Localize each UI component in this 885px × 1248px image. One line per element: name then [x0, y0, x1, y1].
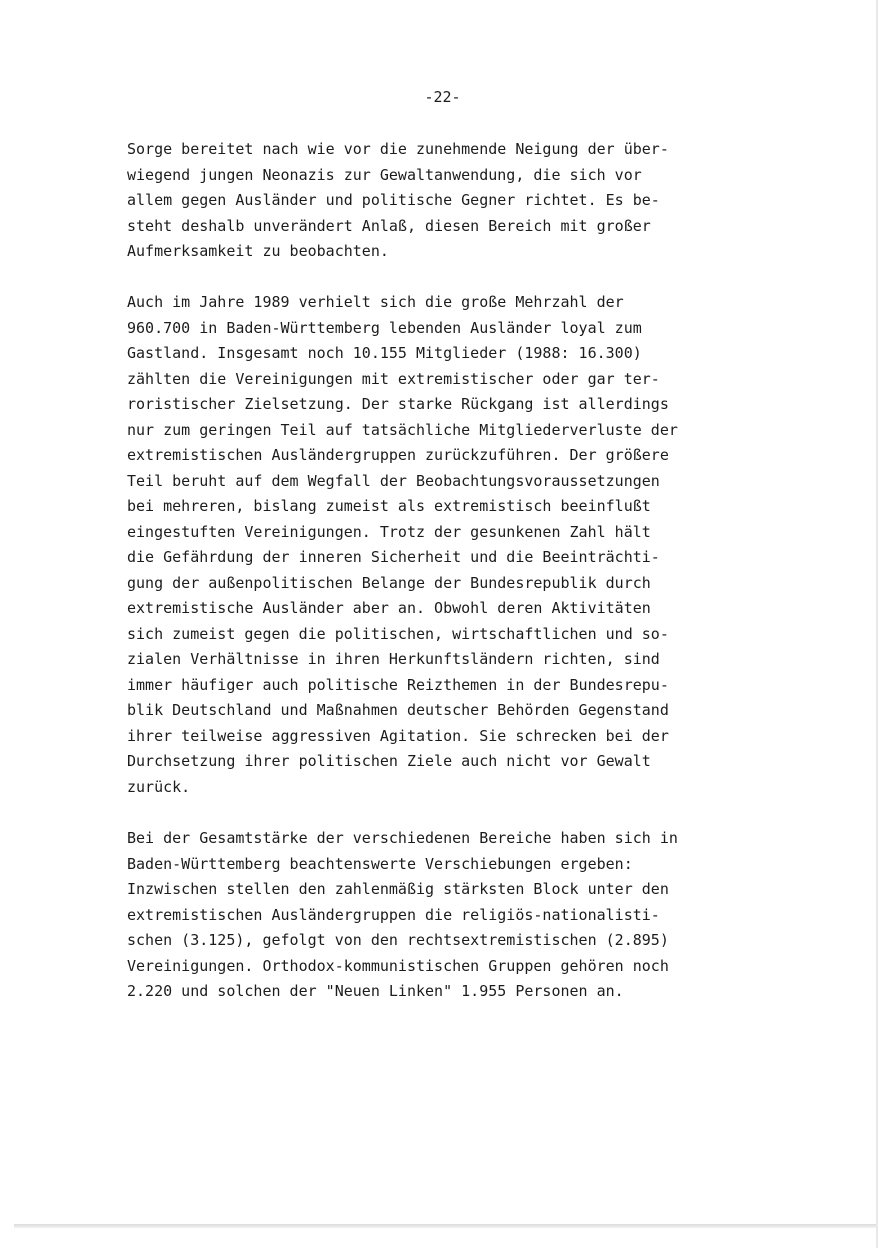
text-line: wiegend jungen Neonazis zur Gewaltanwendung, die sich vor [127, 165, 642, 184]
text-line: immer häufiger auch politische Reizthemen in der Bundesrepu- [127, 675, 669, 694]
text-line: schen (3.125), gefolgt von den rechtsextremistischen (2.895) [127, 931, 669, 949]
text-line: 2.220 und solchen der "Neuen Linken" 1.955 Personen an. [127, 982, 624, 1000]
paragraph-foreign-extremists [127, 290, 787, 800]
text-line: extremistischen Ausländergruppen zurückzuführen. Der größere [127, 446, 669, 464]
text-line: die Gefährdung der inneren Sicherheit und die Beeinträchti- [127, 548, 660, 566]
text-line: zialen Verhältnisse in ihren Herkunftsländern richten, sind [127, 650, 660, 668]
text-line: Bei der Gesamtstärke der verschiedenen Bereiche haben sich in [127, 829, 678, 847]
text-line: sich zumeist gegen die politischen, wirtschaftlichen und so- [127, 624, 669, 643]
text-line: ihrer teilweise aggressiven Agitation. Sie schrecken bei der [127, 726, 669, 745]
text-line: extremistischen Ausländergruppen die religiös-nationalisti- [127, 905, 660, 924]
text-line: blik Deutschland und Maßnahmen deutscher Behörden Gegenstand [127, 701, 669, 719]
text-line: gung der außenpolitischen Belange der Bundesrepublik durch [127, 573, 651, 592]
text-line: Durchsetzung ihrer politischen Ziele auch nicht vor Gewalt [127, 752, 651, 770]
text-line: bei mehreren, bislang zumeist als extremistisch beeinflußt [127, 497, 651, 515]
paragraph-neonazi-violence [127, 137, 787, 265]
page-number: -22- [424, 88, 461, 106]
text-line: eingestuften Vereinigungen. Trotz der gesunkenen Zahl hält [127, 522, 651, 541]
text-line: steht deshalb unverändert Anlaß, diesen Bereich mit großer [127, 216, 651, 235]
text-line: zurück. [127, 777, 191, 796]
text-line: allem gegen Ausländer und politische Gegner richtet. Es be- [127, 191, 660, 209]
text-line: Sorge bereitet nach wie vor die zunehmende Neigung der über- [127, 140, 669, 158]
text-line: Inzwischen stellen den zahlenmäßig stärksten Block unter den [127, 880, 669, 898]
text-line: Vereinigungen. Orthodox-kommunistischen Gruppen gehören noch [127, 956, 669, 975]
text-line: nur zum geringen Teil auf tatsächliche Mitgliederverluste der [127, 420, 678, 439]
text-line: roristischer Zielsetzung. Der starke Rückgang ist allerdings [127, 395, 669, 413]
paragraph-group-strengths [127, 826, 787, 1005]
text-line: Baden-Württemberg beachtenswerte Verschiebungen ergeben: [127, 854, 633, 873]
text-line: zählten die Vereinigungen mit extremistischer oder gar ter- [127, 369, 660, 388]
text-line: Gastland. Insgesamt noch 10.155 Mitglieder (1988: 16.300) [127, 344, 642, 362]
text-line: extremistische Ausländer aber an. Obwohl deren Aktivitäten [127, 599, 651, 617]
text-line: Aufmerksamkeit zu beobachten. [127, 242, 389, 260]
page-edge-bottom [14, 1224, 876, 1228]
text-line: Auch im Jahre 1989 verhielt sich die große Mehrzahl der [127, 293, 624, 311]
text-line: Teil beruht auf dem Wegfall der Beobachtungsvoraussetzungen [127, 471, 660, 490]
text-line: 960.700 in Baden-Württemberg lebenden Ausländer loyal zum [127, 318, 642, 337]
page-edge-right [876, 0, 878, 1248]
